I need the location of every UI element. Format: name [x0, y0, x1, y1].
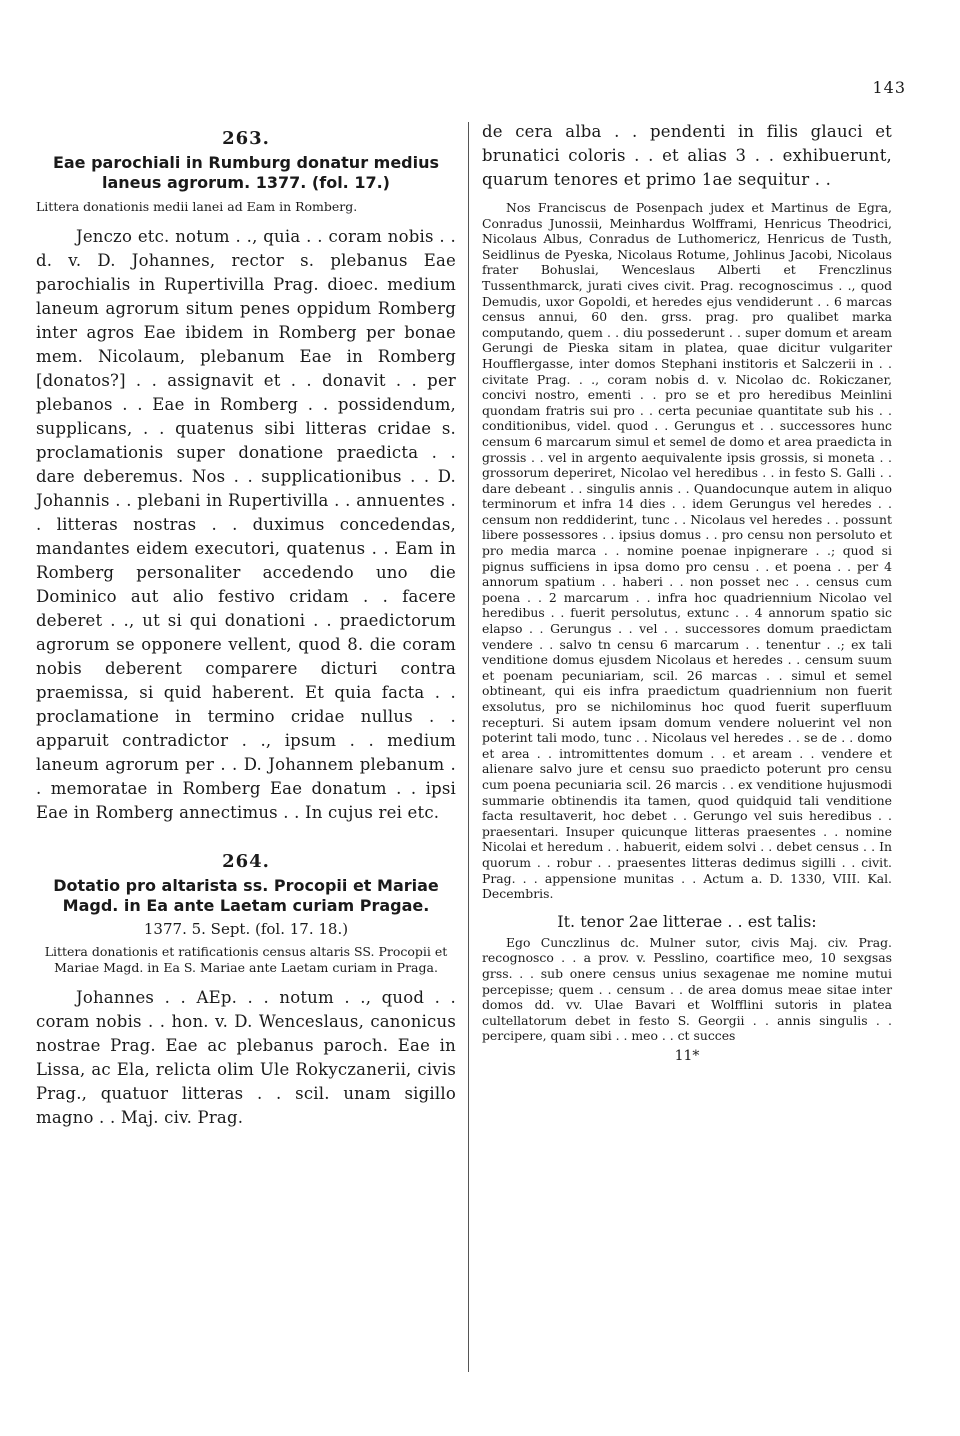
document-title: Dotatio pro altarista ss. Procopii et Mariae Magd. in Ea ante Laetam curiam Pragae. — [53, 876, 439, 915]
document-date: 1377. 5. Sept. (fol. 17. 18.) — [143, 920, 349, 938]
second-letter-text: Ego Cunczlinus dc. Mulner sutor, civis Maj. civ. Prag. recognosco . . a prov. v. Pesslino, coartifice meo, 10 sexgsas grss. . . sub onere census unius sexagenae me nomine mutui percepisse; quem . . censum . . de area domus meae sitae inter domos dd. vv. Ulae Bavari et Wolfflini sutoris in platea cultellatorum debet in festo S. Georgii . . annis singulis . . percipere, quam sibi . . meo . . ct succes — [482, 934, 892, 1044]
left-column — [36, 120, 456, 1130]
page-number: 143 — [872, 78, 906, 97]
second-letter-heading: It. tenor 2ae litterae . . est talis: — [557, 911, 817, 931]
signature-mark: 11* — [674, 1047, 700, 1064]
intro-paragraph: de cera alba . . pendenti in filis glauci et brunatici coloris . . et alias 3 . . exhibuerunt, quarum tenores et primo 1ae sequitur . . — [482, 122, 892, 189]
document-body: Johannes . . AEp. . . notum . ., quod . . coram nobis . . hon. v. D. Wenceslaus, canonicus nostrae Prag. Eae ac plebanus paroch. Eae in Lissa, ac Ela, relicta olim Ule Rokyczanerii, civis Prag., quatuor litteras . . scil. unam sigillo magno . . Maj. civ. Prag. — [36, 988, 456, 1127]
document-note: Littera donationis et ratificationis census altaris SS. Procopii et Mariae Magd. in Ea S. Mariae ante Laetam curiam in Praga. — [44, 944, 448, 975]
column-divider — [468, 122, 469, 1372]
document-number: 264. — [222, 851, 270, 872]
first-letter-text: Nos Franciscus de Posenpach judex et Martinus de Egra, Conradus Junossii, Meinhardus Wolfframi, Henricus Theodrici, Nicolaus Albus, Conradus de Luthomericz, Henricus de Tusth, Seidlinus de Pyeska, Nicolaus Rotume, Johlinus Jacobi, Nicolaus frater Bohuslai, Wenceslaus Alberti et Frenczlinus Tussenthmarck, jurati cives civit. Prag. recognoscimus . ., quod Demudis, uxor Gopoldi, et heredes ejus vendiderunt . . 6 marcas census annui, 60 den. grss. prag. pro qualibet marka computando, quem . . diu possederunt . . super domum et aream Gerungi de Pieska sitam in platea, quae dicitur vulgariter Houfflergasse, inter domos Stephani institoris et Salczerii in . . civitate Prag. . ., coram nobis d. v. Nicolao dc. Rokiczaner, concivi nostro, ementi . . pro se et pro heredibus Meinlini quondam fratris sui pro . . certa pecuniae quantitate sub his . . conditionibus, videl. quod . . Gerungus et . . successores hunc censum 6 marcarum simul et semel de domo et area praedicta in grossis . . vel in argento aequivalente ipsis grossis, si moneta . . grossorum deperiret, Nicolao vel heredibus . . in festo S. Galli . . dare debeant . . singulis annis . . Quandocunque autem in aliquo terminorum et infra 14 dies . . idem Gerungus vel heredes . . censum non reddiderint, tunc . . Nicolaus vel heredes . . possunt libere possessores . . ipsius domus . . pro censu non persoluto et pro media marca . . nomine poenae inpignerare . .; quod si pignus sufficiens in ipsa domo pro censu . . et poena . . per 4 annorum spatium . . haberi . . non posset nec . . census cum poena . . 2 marcarum . . infra hoc quadriennium Nicolao vel heredibus . . fuerit persolutus, extunc . . 4 annorum spatio sic elapso . . Gerungus . . vel . . successores domum praedictam vendere . . salvo tn censu 6 marcarum . . tenentur . .; ex tali venditione domus ejusdem Nicolaus et heredes . . censum suum et poenam pecuniariam, scil. 26 marcas . . simul et semel obtineant, qui eis infra praedictum quadriennium non fuerit exsolutus, pro se nichilominus hoc quod fuerit superfluum recepturi. Si autem ipsam domum vendere noluerint vel non poterint tali modo, tunc . . Nicolaus vel heredes . . se de . . domo et area . . intromittentes domum . . et aream . . vendere et alienare salvo jure et censu suo praedicto poterunt pro censu cum poena pecuniaria scil. 26 marcis . . ex venditione hujusmodi summarie obtinendis ita tamen, quod quidquid tali venditione facta resultaverit, hoc debet . . Gerungo vel suis heredibus . . praesentari. Insuper quicunque litteras praesentes . . nomine Nicolai et heredum . . habuerit, eidem solvi . . debet census . . In quorum . . robur . . praesentes litteras dedimus sigilli . . civit. Prag. . . appensione munitas . . Actum a. D. 1330, VIII. Kal. Decembris. — [482, 200, 892, 902]
document-body: Jenczo etc. notum . ., quia . . coram nobis . . d. v. D. Johannes, rector s. plebanus Eae parochialis in Rupertivilla Prag. dioec. medium laneum agrorum situm penes oppidum Romberg inter agros Eae ibidem in Romberg per bonae mem. Nicolaum, plebanum Eae in Romberg [donatos?] . . assignavit et . . donavit . . per plebanos . . Eae in Romberg . . possidendum, supplicans, . . quatenus sibi litteras cridae s. proclamationis super donatione praedicta . . dare deberemus. Nos . . supplicationibus . . D. Johannis . . plebani in Rupertivilla . . annuentes . . litteras nostras . . duximus concedendas, mandantes eidem executori, quatenus . . Eam in Romberg personaliter accedendo uno die Dominico aut alio festivo cridam . . facere deberet . ., ut si qui donationi . . praedictorum agrorum se opponere vellent, quod 8. die coram nobis deberent comparere dicturi contra praemissa, si quid haberent. Et quia facta . . proclamatione in termino cridae nullus . . apparuit contradictor . ., ipsum . . medium laneum agrorum per . . D. Johannem plebanum . . memoratae in Romberg Eae donatum . . ipsi Eae in Romberg annectimus . . In cujus rei etc. — [36, 227, 456, 822]
document-title: Eae parochiali in Rumburg donatur medius laneus agrorum. 1377. (fol. 17.) — [52, 153, 440, 192]
document-note: Littera donationis medii lanei ad Eam in Romberg. — [36, 199, 358, 214]
right-column — [482, 120, 892, 1064]
document-number: 263. — [222, 128, 270, 149]
